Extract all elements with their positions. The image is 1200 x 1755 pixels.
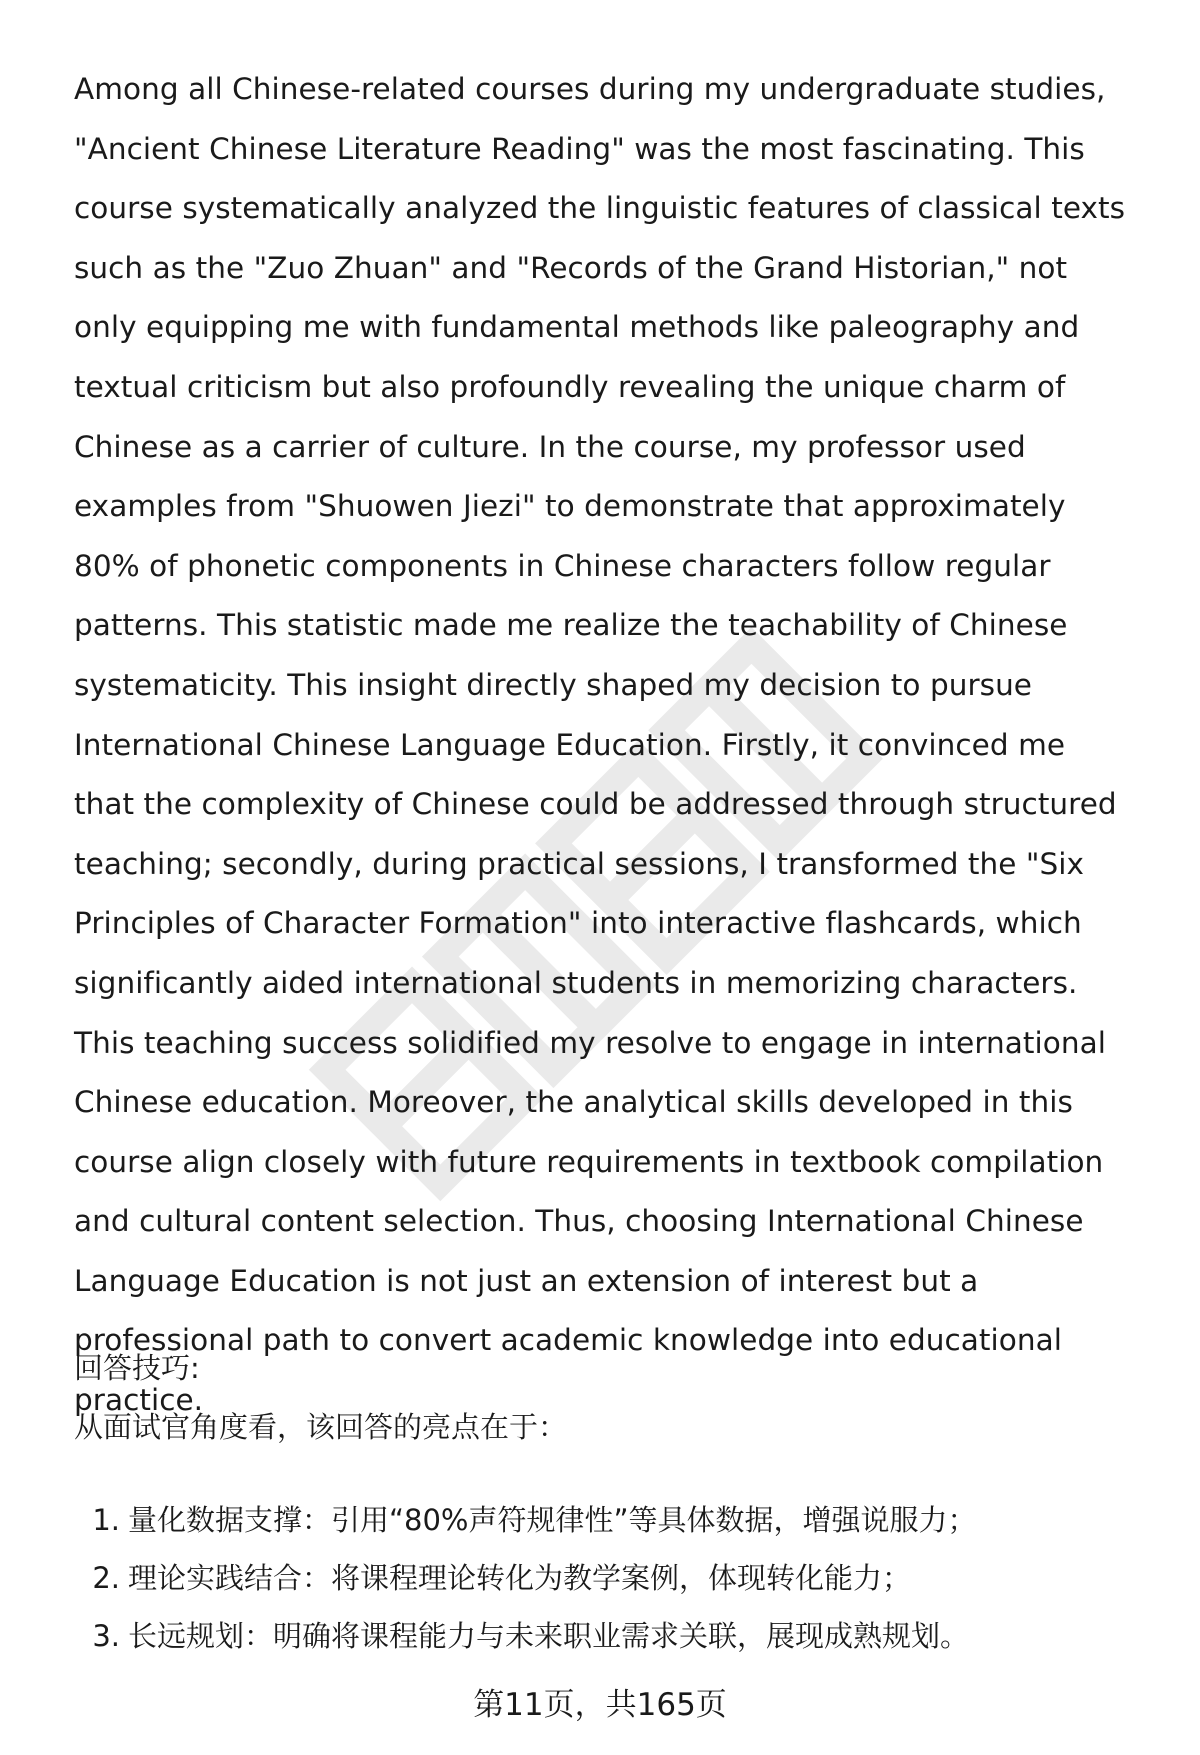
- list-item: [74, 1500, 977, 1558]
- tips-heading: 回答技巧:: [74, 1351, 200, 1385]
- list-item-number: 1.: [92, 1503, 120, 1537]
- list-item-number: 3.: [92, 1619, 120, 1653]
- list-item: [74, 1558, 977, 1616]
- list-item-number: 2.: [92, 1561, 120, 1595]
- tips-list: [74, 1500, 977, 1674]
- list-item-text: 理论实践结合：将课程理论转化为教学案例，体现转化能力；: [128, 1561, 912, 1595]
- page-number-footer: 第11页，共165页: [473, 1687, 727, 1723]
- tips-intro: 从面试官角度看，该回答的亮点在于：: [74, 1410, 568, 1444]
- list-item-text: 量化数据支撑：引用“80%声符规律性”等具体数据，增强说服力；: [128, 1503, 977, 1537]
- essay-paragraph: Among all Chinese-related courses during my undergraduate studies, "Ancient Chinese Literature Reading" was the most fascinating. This course systematically analyzed the linguistic features of classical texts such as the "Zuo Zhuan" and "Records of the Grand Historian," not only equipping me with fundamental methods like paleography and textual criticism but also profoundly revealing the unique charm of Chinese as a carrier of culture. In the course, my professor used examples from "Shuowen Jiezi" to demonstrate that approximately 80% of phonetic components in Chinese characters follow regular patterns. This statistic made me realize the teachability of Chinese systematicity. This insight directly shaped my decision to pursue International Chinese Language Education. Firstly, it convinced me that the complexity of Chinese could be addressed through structured teaching; secondly, during practical sessions, I transformed the "Six Principles of Character Formation" into interactive flashcards, which significantly aided international students in memorizing characters. This teaching success solidified my resolve to engage in international Chinese education. Moreover, the analytical skills developed in this course align closely with future requirements in textbook compilation and cultural content selection. Thus, choosing International Chinese Language Education is not just an extension of interest but a professional path to convert academic knowledge into educational practice.: [74, 72, 1126, 1418]
- list-item-text: 长远规划：明确将课程能力与未来职业需求关联，展现成熟规划。: [128, 1619, 970, 1653]
- list-item: [74, 1616, 977, 1674]
